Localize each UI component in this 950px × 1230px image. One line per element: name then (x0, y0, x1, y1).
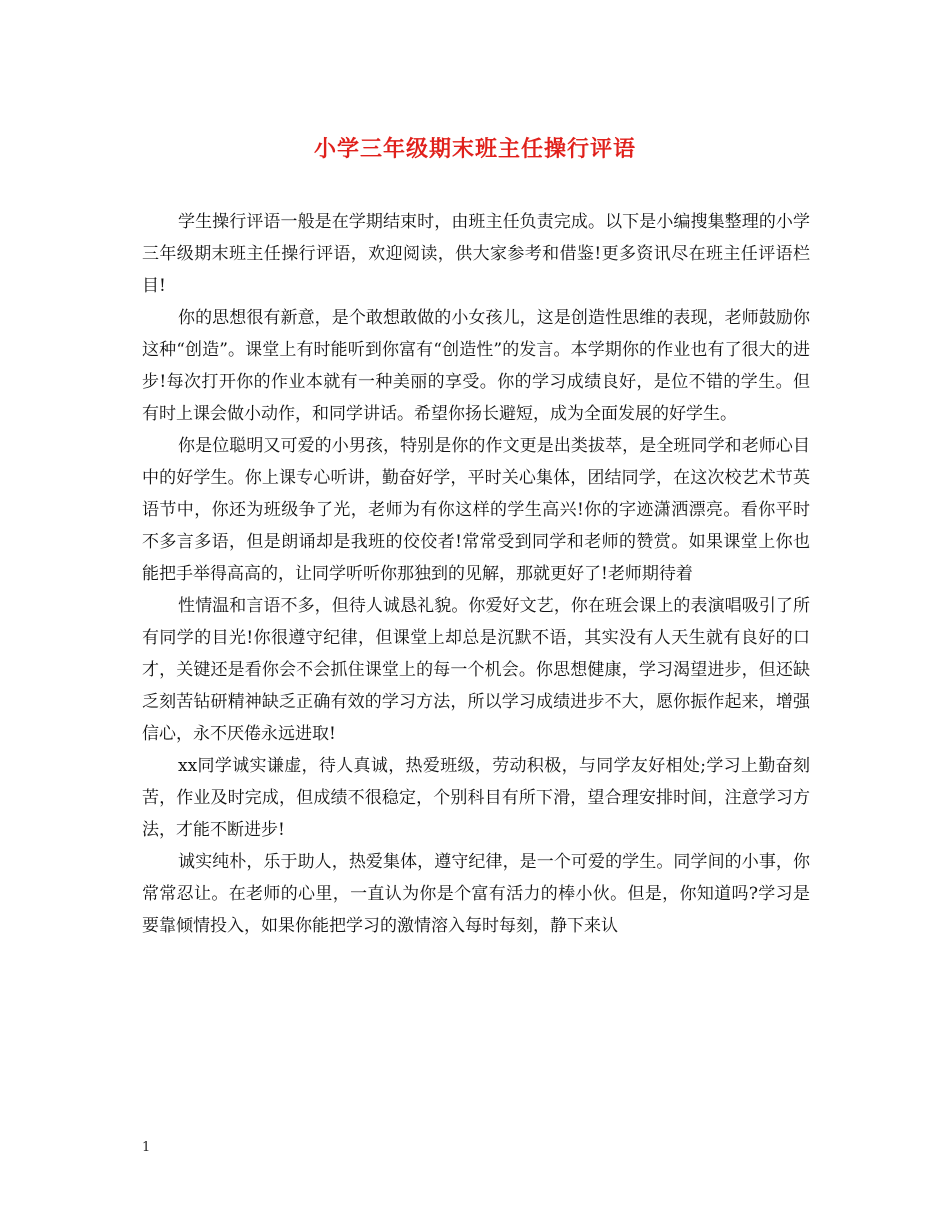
paragraph-comment-5: 诚实纯朴，乐于助人，热爱集体，遵守纪律，是一个可爱的学生。同学间的小事，你常常忍让。在老师的心里，一直认为你是个富有活力的棒小伙。但是，你知道吗?学习是要靠倾情投入，如果你能把学习的激情溶入每时每刻，静下来认 (142, 852, 810, 936)
paragraph-comment-2: 你是位聪明又可爱的小男孩，特别是你的作文更是出类拔萃，是全班同学和老师心目中的好学生。你上课专心听讲，勤奋好学，平时关心集体，团结同学，在这次校艺术节英语节中，你还为班级争了光，老师为有你这样的学生高兴!你的字迹潇洒漂亮。看你平时不多言多语，但是朗诵却是我班的佼佼者!常常受到同学和老师的赞赏。如果课堂上你也能把手举得高高的，让同学听听你那独到的见解，那就更好了!老师期待着 (142, 436, 810, 584)
document-body (142, 206, 810, 942)
paragraph-comment-1: 你的思想很有新意，是个敢想敢做的小女孩儿，这是创造性思维的表现，老师鼓励你这种“创造”。课堂上有时能听到你富有“创造性”的发言。本学期你的作业也有了很大的进步!每次打开你的作业本就有一种美丽的享受。你的学习成绩良好，是位不错的学生。但有时上课会做小动作，和同学讲话。希望你扬长避短，成为全面发展的好学生。 (142, 308, 810, 424)
paragraph-intro: 学生操行评语一般是在学期结束时，由班主任负责完成。以下是小编搜集整理的小学三年级期末班主任操行评语，欢迎阅读，供大家参考和借鉴!更多资讯尽在班主任评语栏目! (142, 212, 810, 296)
document-title: 小学三年级期末班主任操行评语 (313, 136, 636, 162)
paragraph-comment-3: 性情温和言语不多，但待人诚恳礼貌。你爱好文艺，你在班会课上的表演唱吸引了所有同学的目光!你很遵守纪律，但课堂上却总是沉默不语，其实没有人天生就有良好的口才，关键还是看你会不会抓住课堂上的每一个机会。你思想健康，学习渴望进步，但还缺乏刻苦钻研精神缺乏正确有效的学习方法，所以学习成绩进步不大，愿你振作起来，增强信心，永不厌倦永远进取! (142, 596, 810, 744)
paragraph-comment-4: xx同学诚实谦虚，待人真诚，热爱班级，劳动积极，与同学友好相处;学习上勤奋刻苦，作业及时完成，但成绩不很稳定，个别科目有所下滑，望合理安排时间，注意学习方法，才能不断进步! (142, 756, 810, 840)
page-number: 1 (142, 1140, 151, 1155)
